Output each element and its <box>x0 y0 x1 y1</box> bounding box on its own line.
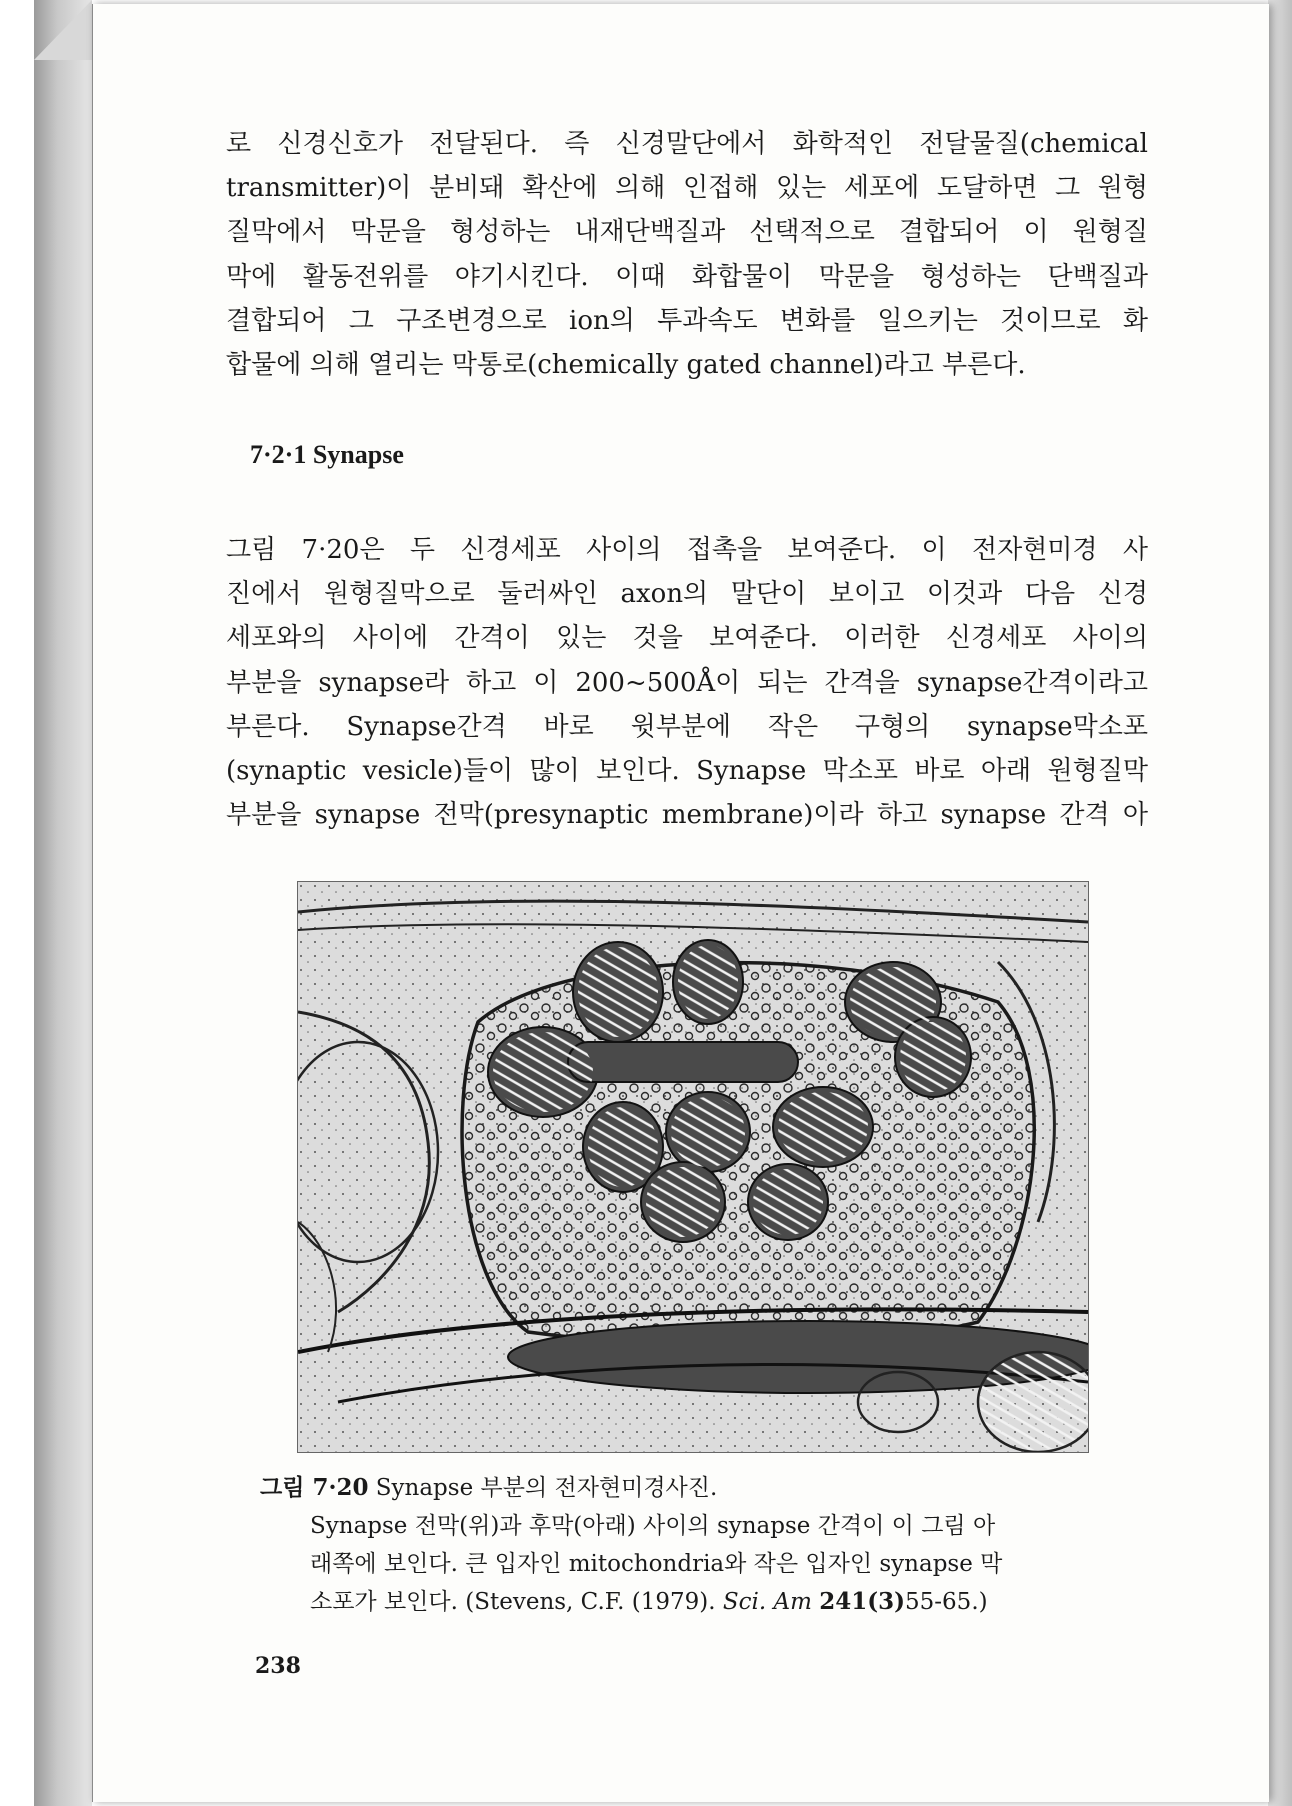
caption-line: Synapse 전막(위)과 후막(아래) 사이의 synapse 간격이 이 그림 아 <box>310 1513 996 1539</box>
text-line: 결합되어 그 구조변경으로 ion의 투과속도 변화를 일으키는 것이므로 화 <box>226 305 1148 336</box>
micrograph-illustration <box>298 882 1088 1452</box>
text-line: transmitter)이 분비돼 확산에 의해 인접해 있는 세포에 도달하면 그 원형 <box>226 173 1148 204</box>
citation-volume: 241(3) <box>819 1588 906 1615</box>
text-line: 합물에 의해 열리는 막통로(chemically gated channel)라고 부른다. <box>226 350 1026 381</box>
figure-label: 그림 7·20 <box>260 1474 369 1501</box>
citation-authors: (Stevens, C.F. (1979). <box>465 1589 716 1615</box>
paragraph-synapse <box>226 528 1148 837</box>
page-right-edge <box>1268 0 1292 1806</box>
text-line: 막에 활동전위를 야기시킨다. 이때 화합물이 막문을 형성하는 단백질과 <box>226 261 1148 292</box>
page-number: 238 <box>255 1653 301 1679</box>
text-line: 부분을 synapse라 하고 이 200~500Å이 되는 간격을 synapse간격이라고 <box>226 667 1148 698</box>
text-line: (synaptic vesicle)들이 많이 보인다. Synapse 막소포 바로 아래 원형질막 <box>226 756 1148 787</box>
caption-body <box>310 1507 1110 1621</box>
text-line: 부른다. Synapse간격 바로 윗부분에 작은 구형의 synapse막소포 <box>226 711 1148 742</box>
caption-title-line <box>260 1469 1110 1507</box>
figure-title: Synapse 부분의 전자현미경사진. <box>375 1475 718 1501</box>
text-line: 부분을 synapse 전막(presynaptic membrane)이라 하고 synapse 간격 아 <box>226 800 1148 831</box>
section-heading: 7·2·1 Synapse <box>250 440 404 469</box>
text-line: 질막에서 막문을 형성하는 내재단백질과 선택적으로 결합되어 이 원형질 <box>226 217 1148 248</box>
text-line: 진에서 원형질막으로 둘러싸인 axon의 말단이 보이고 이것과 다음 신경 <box>226 579 1148 610</box>
text-line: 세포와의 사이에 간격이 있는 것을 보여준다. 이러한 신경세포 사이의 <box>226 623 1148 654</box>
text-line: 그림 7·20은 두 신경세포 사이의 접촉을 보여준다. 이 전자현미경 사 <box>226 535 1148 565</box>
synapse-micrograph <box>297 881 1089 1453</box>
citation-pages: 55-65.) <box>905 1589 988 1615</box>
caption-line <box>310 1583 1110 1621</box>
citation-journal: Sci. Am <box>722 1589 812 1615</box>
caption-text: 소포가 보인다. <box>310 1589 458 1615</box>
text-line: 로 신경신호가 전달된다. 즉 신경말단에서 화학적인 전달물질(chemical <box>226 129 1148 159</box>
paragraph-chemical-transmission <box>226 122 1148 387</box>
book-spine <box>34 0 92 1806</box>
figure-caption <box>260 1469 1110 1621</box>
caption-line: 래쪽에 보인다. 큰 입자인 mitochondria와 작은 입자인 synapse 막 <box>310 1551 1003 1577</box>
